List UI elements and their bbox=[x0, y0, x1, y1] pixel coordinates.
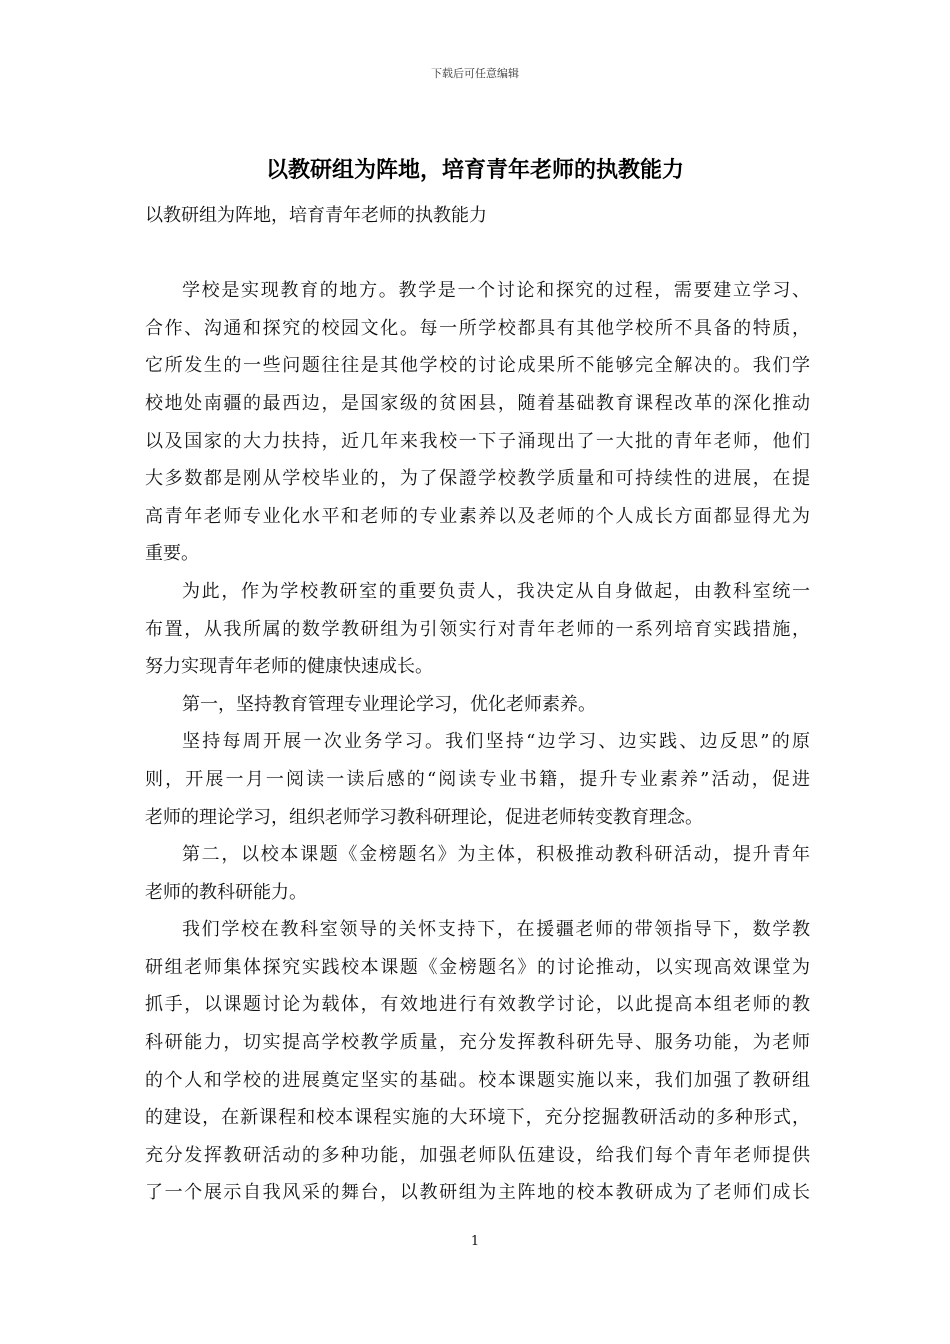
text-line: 的建设，在新课程和校本课程实施的大环境下，充分挖掘教研活动的多种形式， bbox=[145, 1107, 810, 1129]
text-line: 大多数都是刚从学校毕业的，为了保證学校教学质量和可持续性的进展，在提 bbox=[145, 468, 810, 490]
text-line: 则，开展一月一阅读一读后感的“阅读专业书籍，提升专业素养”活动，促进 bbox=[145, 768, 810, 790]
text-line: 科研能力，切实提高学校教学质量，充分发挥教科研先导、服务功能，为老师 bbox=[145, 1032, 810, 1054]
text-line: 布置，从我所属的数学教研组为引领实行对青年老师的一系列培育实践措施， bbox=[145, 618, 810, 640]
document-subtitle: 以教研组为阵地，培育青年老师的执教能力 bbox=[145, 205, 487, 226]
document-title: 以教研组为阵地，培育青年老师的执教能力 bbox=[265, 158, 684, 183]
text-line: 重要。 bbox=[145, 543, 199, 565]
text-line: 研组老师集体探究实践校本课题《金榜题名》的讨论推动，以实现高效课堂为 bbox=[145, 956, 810, 978]
text-line: 它所发生的一些问题往往是其他学校的讨论成果所不能够完全解决的。我们学 bbox=[145, 355, 810, 377]
text-line: 坚持每周开展一次业务学习。我们坚持“边学习、边实践、边反思”的原 bbox=[182, 731, 810, 753]
text-line: 老师的教科研能力。 bbox=[145, 881, 307, 903]
blank-line bbox=[145, 235, 810, 273]
text-line: 合作、沟通和探究的校园文化。每一所学校都具有其他学校所不具备的特质， bbox=[145, 317, 810, 339]
page-header-note: 下载后可任意编辑 bbox=[431, 67, 519, 80]
text-line: 为此，作为学校教研室的重要负责人，我决定从自身做起，由教科室统一 bbox=[182, 580, 810, 602]
text-line: 抓手，以课题讨论为载体，有效地进行有效教学讨论，以此提高本组老师的教 bbox=[145, 994, 810, 1016]
text-line: 了一个展示自我风采的舞台，以教研组为主阵地的校本教研成为了老师们成长 bbox=[145, 1182, 810, 1204]
text-line: 校地处南疆的最西边，是国家级的贫困县，随着基础教育课程改革的深化推动 bbox=[145, 392, 810, 414]
text-line: 第二，以校本课题《金榜题名》为主体，积极推动教科研活动，提升青年 bbox=[182, 844, 810, 866]
text-line: 我们学校在教科室领导的关怀支持下，在援疆老师的带领指导下，数学教 bbox=[182, 919, 810, 941]
text-line: 的个人和学校的进展奠定坚实的基础。校本课题实施以来，我们加强了教研组 bbox=[145, 1069, 810, 1091]
text-line: 努力实现青年老师的健康快速成长。 bbox=[145, 656, 433, 678]
text-line: 以及国家的大力扶持，近几年来我校一下子涌现出了一大批的青年老师，他们 bbox=[145, 430, 810, 452]
text-line: 高青年老师专业化水平和老师的专业素养以及老师的个人成长方面都显得尤为 bbox=[145, 505, 810, 527]
text-line: 充分发挥教研活动的多种功能，加强老师队伍建设，给我们每个青年老师提供 bbox=[145, 1144, 810, 1166]
text-line: 学校是实现教育的地方。教学是一个讨论和探究的过程，需要建立学习、 bbox=[182, 280, 810, 302]
document-body bbox=[145, 197, 810, 1212]
text-line: 老师的理论学习，组织老师学习教科研理论，促进老师转变教育理念。 bbox=[145, 806, 703, 828]
page-number: 1 bbox=[470, 1234, 480, 1249]
paragraph-lines bbox=[145, 272, 810, 1212]
text-line: 第一，坚持教育管理专业理论学习，优化老师素养。 bbox=[182, 693, 596, 715]
